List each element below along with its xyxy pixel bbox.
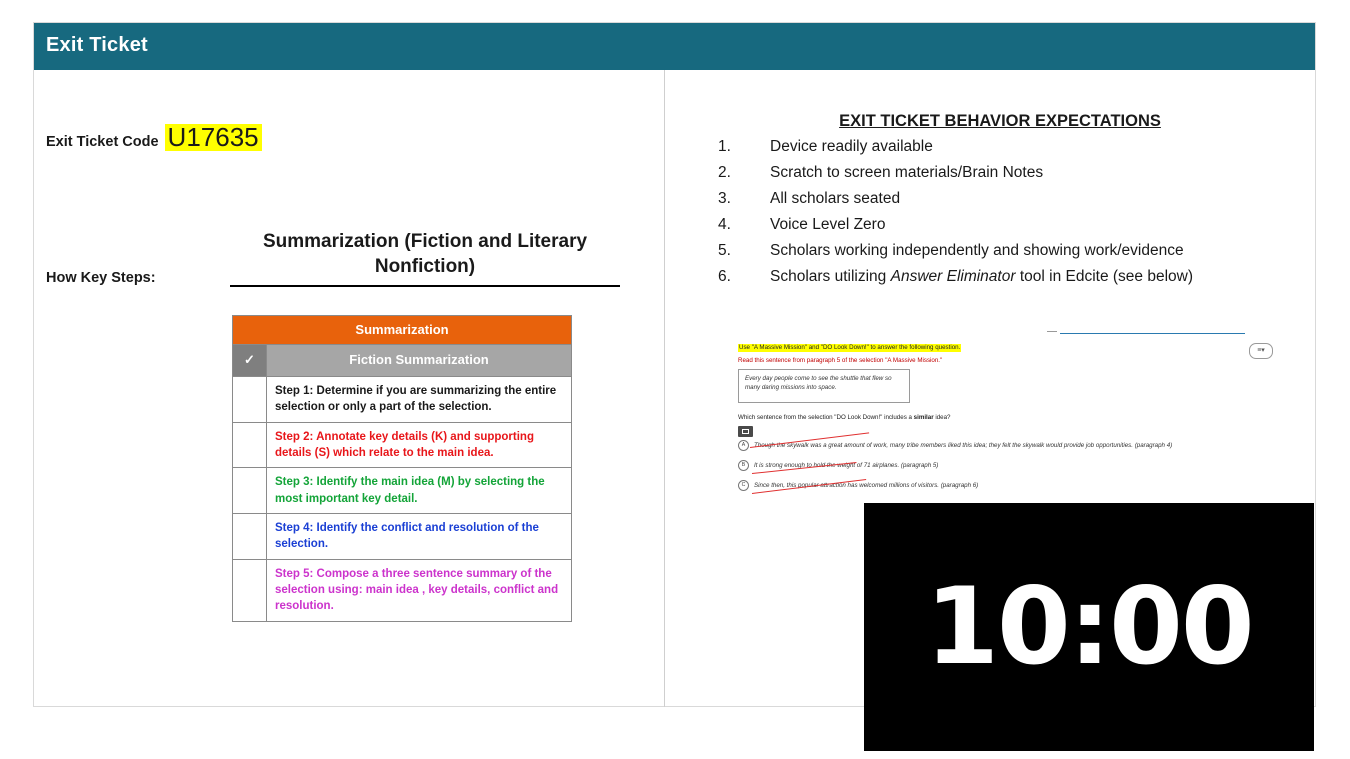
list-item-label: Scholars working independently and showing work/evidence	[770, 242, 1184, 260]
option-text-b: It is strong enough to hold the weight of 71 airplanes. (paragraph 5)	[754, 462, 939, 470]
step-text: Step 4: Identify the conflict and resolution of the selection.	[267, 513, 572, 559]
list-item-label: Device readily available	[770, 138, 933, 155]
table-row	[233, 422, 572, 468]
table-row	[233, 559, 572, 621]
page-title: Exit Ticket	[46, 34, 148, 56]
step-check-cell[interactable]	[233, 513, 267, 559]
screenshot-directions-highlight: Use "A Massive Mission" and "DO Look Down!" to answer the following question.	[739, 344, 961, 351]
list-item	[718, 134, 1308, 160]
screenshot-question: Which sentence from the selection "DO Look Down!" includes a similar idea?	[738, 414, 951, 421]
list-item	[718, 160, 1308, 186]
list-item-label: All scholars seated	[770, 190, 901, 208]
option-bubble-b: B	[738, 460, 749, 471]
step-text: Step 2: Annotate key details (K) and supporting details (S) which relate to the main idea.	[267, 422, 572, 468]
step-check-cell[interactable]	[233, 376, 267, 422]
summarization-steps-table	[232, 315, 572, 622]
screenshot-rule	[1060, 333, 1245, 334]
behavior-expectations-list	[718, 134, 1308, 290]
option-bubble-a: A	[738, 440, 749, 451]
list-item-number: 5.	[718, 242, 731, 260]
table-row	[233, 376, 572, 422]
exit-ticket-code-label: Exit Ticket Code	[46, 134, 159, 150]
step-check-cell[interactable]	[233, 468, 267, 514]
screenshot-option-a[interactable]	[738, 440, 1172, 451]
table-sub-header: Fiction Summarization	[267, 345, 572, 376]
screenshot-menu-icon[interactable]: ≡▾	[1249, 343, 1273, 359]
option-bubble-c: C	[738, 480, 749, 491]
screenshot-prompt-line: Read this sentence from paragraph 5 of the selection "A Massive Mission."	[738, 357, 943, 364]
countdown-timer[interactable]	[864, 503, 1314, 751]
option-text-c: Since then, this popular attraction has welcomed millions of visitors. (paragraph 6)	[754, 482, 979, 490]
option-text-a: Though the skywalk was a great amount of work, many tribe members liked this idea; they felt the skywalk would provide job opportunities. (paragraph 4)	[754, 442, 1173, 450]
screenshot-option-b[interactable]	[738, 460, 938, 471]
step-check-cell[interactable]	[233, 559, 267, 621]
screenshot-quote-box: Every day people come to see the shuttle that flew so many daring missions into space.	[738, 369, 910, 403]
list-item	[718, 264, 1308, 290]
list-item-number: 2.	[718, 164, 731, 182]
table-title-row	[233, 316, 572, 345]
list-item-label: Scholars utilizing Answer Eliminator tool in Edcite (see below)	[770, 268, 1193, 286]
exit-ticket-code-value: U17635	[165, 124, 262, 151]
list-item-number: 1.	[718, 138, 731, 155]
table-row	[233, 513, 572, 559]
exit-ticket-code-row	[46, 124, 262, 151]
list-item-label: Scratch to screen materials/Brain Notes	[770, 164, 1044, 182]
list-item-number: 6.	[718, 268, 731, 286]
answer-eliminator-tool-icon[interactable]	[738, 426, 753, 437]
step-text: Step 1: Determine if you are summarizing the entire selection or only a part of the selection.	[267, 376, 572, 422]
table-check-header: ✓	[233, 345, 267, 376]
table-subheader-row	[233, 345, 572, 376]
behavior-expectations-title: EXIT TICKET BEHAVIOR EXPECTATIONS	[839, 112, 1161, 130]
list-item	[718, 238, 1308, 264]
step-text: Step 3: Identify the main idea (M) by selecting the most important key detail.	[267, 468, 572, 514]
table-row	[233, 468, 572, 514]
summarization-heading: Summarization (Fiction and Literary Nonfiction)	[230, 230, 620, 287]
slide-header	[34, 23, 1315, 70]
list-item-label: Voice Level Zero	[770, 216, 886, 234]
list-item	[718, 212, 1308, 238]
step-text: Step 5: Compose a three sentence summary of the selection using: main idea , key details, conflict and resolution.	[267, 559, 572, 621]
column-divider	[664, 70, 665, 707]
timer-display: 10:00	[925, 565, 1253, 688]
list-item-number: 3.	[718, 190, 731, 208]
edcite-screenshot	[734, 327, 1279, 507]
step-check-cell[interactable]	[233, 422, 267, 468]
list-item	[718, 186, 1308, 212]
table-title-cell: Summarization	[233, 316, 572, 345]
screenshot-rule-dash	[1047, 331, 1057, 332]
how-key-steps-label: How Key Steps:	[46, 270, 156, 286]
summarization-block	[230, 230, 620, 287]
list-item-number: 4.	[718, 216, 731, 234]
